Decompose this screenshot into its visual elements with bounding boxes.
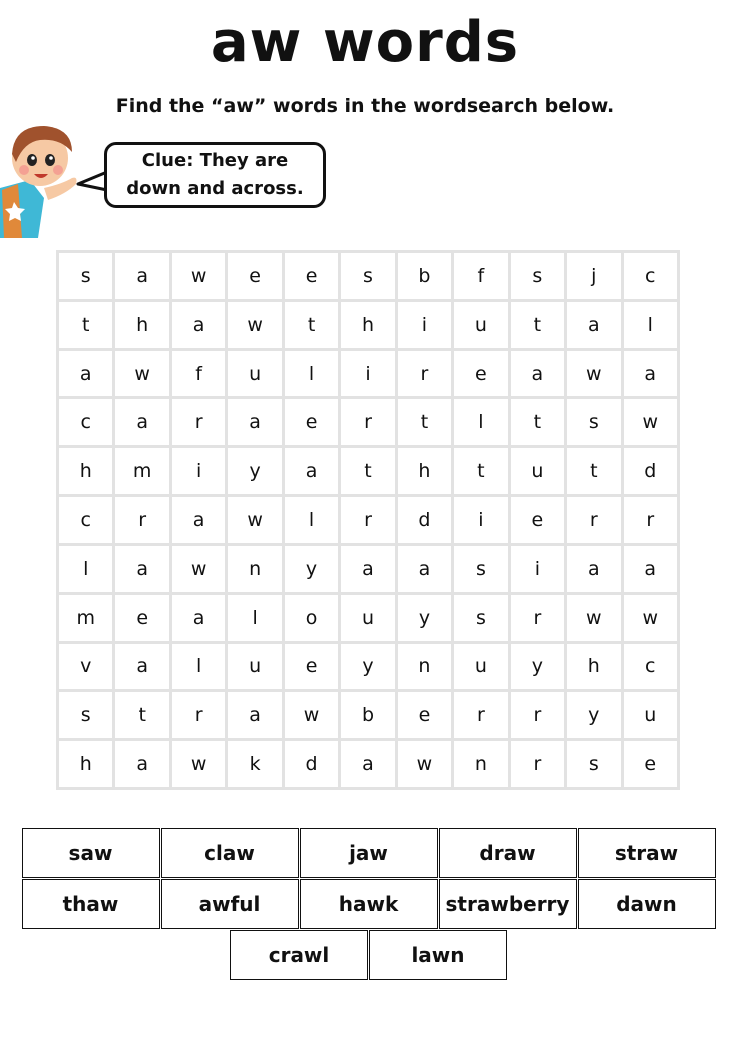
- grid-cell[interactable]: w: [624, 595, 677, 641]
- grid-cell[interactable]: y: [511, 644, 564, 690]
- grid-cell[interactable]: h: [59, 448, 112, 494]
- word-bank-item: strawberry: [439, 879, 577, 929]
- grid-cell[interactable]: s: [341, 253, 394, 299]
- grid-cell[interactable]: h: [115, 302, 168, 348]
- word-bank-item: draw: [439, 828, 577, 878]
- grid-cell[interactable]: l: [59, 546, 112, 592]
- grid-cell[interactable]: a: [115, 253, 168, 299]
- grid-cell[interactable]: e: [624, 741, 677, 787]
- grid-cell[interactable]: m: [59, 595, 112, 641]
- grid-cell[interactable]: a: [228, 692, 281, 738]
- grid-cell[interactable]: c: [59, 497, 112, 543]
- grid-cell[interactable]: r: [511, 595, 564, 641]
- grid-cell[interactable]: w: [115, 351, 168, 397]
- grid-cell[interactable]: l: [454, 399, 507, 445]
- grid-cell[interactable]: a: [567, 546, 620, 592]
- grid-cell[interactable]: d: [398, 497, 451, 543]
- grid-cell[interactable]: c: [624, 644, 677, 690]
- grid-cell[interactable]: u: [511, 448, 564, 494]
- grid-cell[interactable]: w: [172, 741, 225, 787]
- grid-cell[interactable]: f: [454, 253, 507, 299]
- grid-cell[interactable]: y: [341, 644, 394, 690]
- grid-cell[interactable]: o: [285, 595, 338, 641]
- grid-cell[interactable]: a: [341, 546, 394, 592]
- grid-cell[interactable]: m: [115, 448, 168, 494]
- grid-cell[interactable]: r: [624, 497, 677, 543]
- grid-cell[interactable]: w: [172, 546, 225, 592]
- grid-cell[interactable]: n: [398, 644, 451, 690]
- grid-cell[interactable]: s: [511, 253, 564, 299]
- grid-cell[interactable]: t: [567, 448, 620, 494]
- grid-cell[interactable]: a: [59, 351, 112, 397]
- grid-cell[interactable]: i: [454, 497, 507, 543]
- grid-cell[interactable]: a: [115, 546, 168, 592]
- wordsearch-grid: [56, 250, 680, 790]
- grid-cell[interactable]: w: [567, 595, 620, 641]
- grid-cell[interactable]: r: [567, 497, 620, 543]
- grid-cell[interactable]: a: [624, 351, 677, 397]
- grid-cell[interactable]: s: [567, 741, 620, 787]
- grid-cell[interactable]: w: [228, 302, 281, 348]
- grid-cell[interactable]: s: [454, 546, 507, 592]
- grid-cell[interactable]: t: [454, 448, 507, 494]
- grid-cell[interactable]: t: [398, 399, 451, 445]
- grid-cell[interactable]: c: [624, 253, 677, 299]
- grid-cell[interactable]: b: [398, 253, 451, 299]
- grid-cell[interactable]: s: [59, 692, 112, 738]
- word-bank-item: lawn: [369, 930, 507, 980]
- grid-cell[interactable]: i: [398, 302, 451, 348]
- word-bank-item: jaw: [300, 828, 438, 878]
- grid-cell[interactable]: a: [115, 644, 168, 690]
- grid-cell[interactable]: v: [59, 644, 112, 690]
- grid-cell[interactable]: a: [285, 448, 338, 494]
- clue-speech-bubble: [104, 142, 326, 208]
- grid-cell[interactable]: y: [567, 692, 620, 738]
- word-bank-item: hawk: [300, 879, 438, 929]
- grid-cell[interactable]: a: [115, 741, 168, 787]
- grid-cell[interactable]: f: [172, 351, 225, 397]
- grid-cell[interactable]: e: [285, 644, 338, 690]
- instructions: Find the “aw” words in the wordsearch below.: [115, 95, 615, 117]
- grid-cell[interactable]: e: [285, 399, 338, 445]
- grid-cell[interactable]: n: [454, 741, 507, 787]
- grid-cell[interactable]: u: [228, 351, 281, 397]
- word-bank-row: [16, 879, 720, 930]
- word-bank-item: awful: [161, 879, 299, 929]
- grid-cell[interactable]: u: [454, 302, 507, 348]
- word-bank-item: dawn: [578, 879, 716, 929]
- word-bank-row: [16, 930, 720, 981]
- grid-cell[interactable]: w: [285, 692, 338, 738]
- grid-cell[interactable]: w: [398, 741, 451, 787]
- grid-cell[interactable]: h: [567, 644, 620, 690]
- grid-cell[interactable]: w: [172, 253, 225, 299]
- grid-cell[interactable]: t: [115, 692, 168, 738]
- word-bank-item: thaw: [22, 879, 160, 929]
- grid-cell[interactable]: u: [228, 644, 281, 690]
- grid-cell[interactable]: a: [172, 497, 225, 543]
- grid-cell[interactable]: u: [454, 644, 507, 690]
- clue-line-1: Clue: They are: [141, 150, 289, 171]
- grid-cell[interactable]: l: [172, 644, 225, 690]
- grid-cell[interactable]: w: [228, 497, 281, 543]
- grid-cell[interactable]: r: [454, 692, 507, 738]
- grid-cell[interactable]: i: [341, 351, 394, 397]
- grid-cell[interactable]: e: [228, 253, 281, 299]
- grid-cell[interactable]: b: [341, 692, 394, 738]
- grid-cell[interactable]: d: [624, 448, 677, 494]
- grid-cell[interactable]: r: [115, 497, 168, 543]
- grid-cell[interactable]: s: [59, 253, 112, 299]
- grid-cell[interactable]: y: [228, 448, 281, 494]
- grid-cell[interactable]: a: [172, 595, 225, 641]
- word-bank-item: straw: [578, 828, 716, 878]
- grid-cell[interactable]: r: [511, 741, 564, 787]
- grid-cell[interactable]: e: [511, 497, 564, 543]
- grid-cell[interactable]: w: [624, 399, 677, 445]
- grid-cell[interactable]: r: [341, 497, 394, 543]
- grid-cell[interactable]: t: [511, 302, 564, 348]
- grid-cell[interactable]: j: [567, 253, 620, 299]
- grid-cell[interactable]: i: [511, 546, 564, 592]
- grid-cell[interactable]: w: [567, 351, 620, 397]
- grid-cell[interactable]: r: [511, 692, 564, 738]
- grid-cell[interactable]: s: [454, 595, 507, 641]
- grid-cell[interactable]: a: [398, 546, 451, 592]
- grid-cell[interactable]: t: [59, 302, 112, 348]
- page-title: aw words: [210, 10, 520, 75]
- grid-cell[interactable]: n: [228, 546, 281, 592]
- word-bank-item: claw: [161, 828, 299, 878]
- grid-cell[interactable]: l: [228, 595, 281, 641]
- grid-cell[interactable]: a: [172, 302, 225, 348]
- grid-cell[interactable]: a: [624, 546, 677, 592]
- grid-cell[interactable]: d: [285, 741, 338, 787]
- word-bank-row: [16, 828, 720, 879]
- grid-cell[interactable]: t: [511, 399, 564, 445]
- grid-cell[interactable]: k: [228, 741, 281, 787]
- grid-cell[interactable]: y: [398, 595, 451, 641]
- grid-cell[interactable]: a: [228, 399, 281, 445]
- grid-cell[interactable]: t: [341, 448, 394, 494]
- grid-cell[interactable]: r: [172, 692, 225, 738]
- grid-cell[interactable]: a: [511, 351, 564, 397]
- grid-cell[interactable]: h: [398, 448, 451, 494]
- grid-cell[interactable]: y: [285, 546, 338, 592]
- grid-cell[interactable]: l: [285, 497, 338, 543]
- word-bank-item: saw: [22, 828, 160, 878]
- grid-cell[interactable]: u: [341, 595, 394, 641]
- grid-cell[interactable]: r: [341, 399, 394, 445]
- grid-cell[interactable]: l: [624, 302, 677, 348]
- grid-cell[interactable]: e: [454, 351, 507, 397]
- grid-cell[interactable]: r: [172, 399, 225, 445]
- grid-cell[interactable]: e: [398, 692, 451, 738]
- clue-line-2: down and across.: [126, 178, 304, 199]
- grid-cell[interactable]: c: [59, 399, 112, 445]
- word-bank-item: crawl: [230, 930, 368, 980]
- grid-cell[interactable]: a: [341, 741, 394, 787]
- grid-cell[interactable]: h: [341, 302, 394, 348]
- grid-cell[interactable]: u: [624, 692, 677, 738]
- grid-cell[interactable]: e: [115, 595, 168, 641]
- grid-cell[interactable]: t: [285, 302, 338, 348]
- grid-cell[interactable]: h: [59, 741, 112, 787]
- grid-cell[interactable]: a: [567, 302, 620, 348]
- grid-cell[interactable]: a: [115, 399, 168, 445]
- word-bank: [16, 828, 720, 981]
- grid-cell[interactable]: l: [285, 351, 338, 397]
- grid-cell[interactable]: s: [567, 399, 620, 445]
- grid-cell[interactable]: r: [398, 351, 451, 397]
- grid-cell[interactable]: i: [172, 448, 225, 494]
- grid-cell[interactable]: e: [285, 253, 338, 299]
